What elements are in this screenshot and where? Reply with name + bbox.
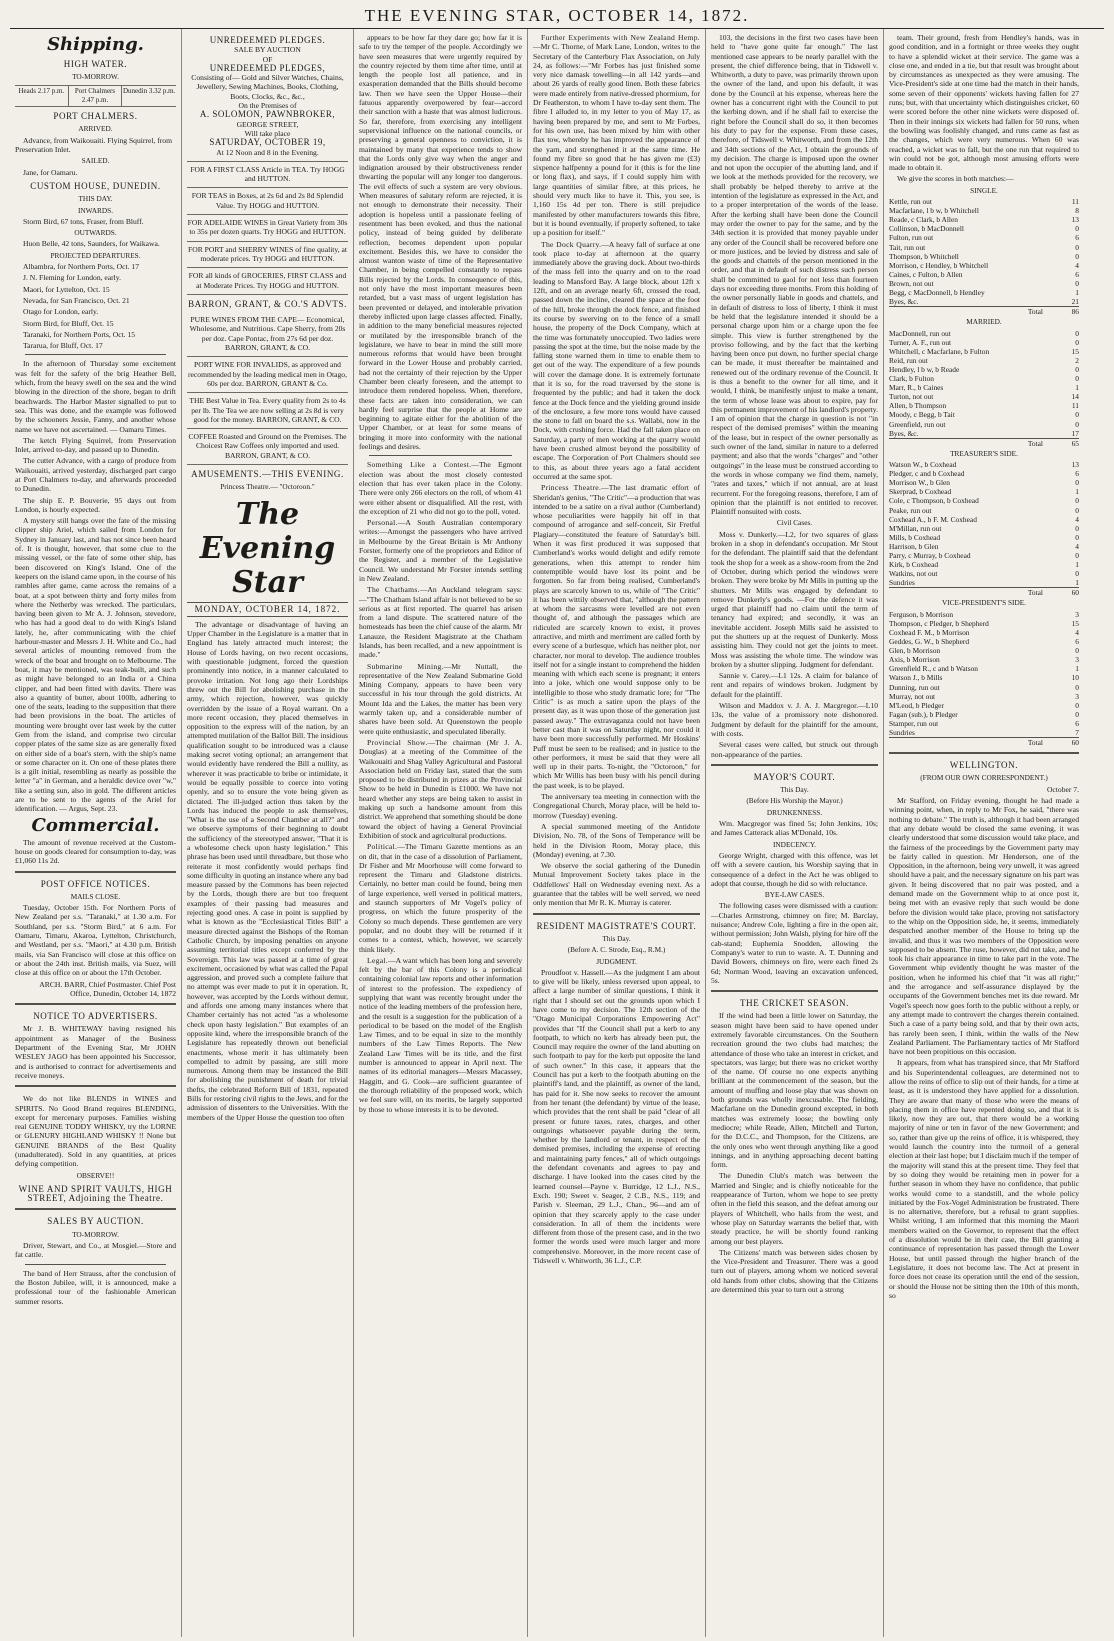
news-item-lead: The Chathams. xyxy=(367,585,420,595)
runs: 6 xyxy=(1075,233,1079,243)
batsman: Kirk, b Coxhead xyxy=(889,560,939,570)
batsman: Geddes, G. W., b Shepherd xyxy=(889,637,970,647)
hogg-hutton-advert: FOR ADELAIDE WINES in Great Variety from 30s to 35s per dozen quarts. Try HOGG and HUTTON. xyxy=(187,215,348,242)
batsman: Thompson, c Pledger, b Shepherd xyxy=(889,618,989,628)
rmc-before: (Before A. C. Strode, Esq., R.M.) xyxy=(567,945,666,955)
news-item-lead: Personal. xyxy=(367,518,398,528)
batsman: Reid, run out xyxy=(889,355,928,365)
batsman: Macfarlane, l b w, b Whitchell xyxy=(889,206,979,216)
outwards-text: Huon Belle, 42 tons, Saunders, for Waikawa. xyxy=(23,239,160,249)
wellington-heading: WELLINGTON. xyxy=(949,760,1019,771)
tide-heads: Heads 2.17 p.m. xyxy=(15,86,69,107)
runs: 1 xyxy=(1075,560,1079,570)
runs: 3 xyxy=(1075,655,1079,665)
cricket-heading: THE CRICKET SEASON. xyxy=(740,998,849,1009)
total-runs: 60 xyxy=(1057,587,1079,597)
runs: 0 xyxy=(1075,551,1079,561)
batsman: Morrison, c Hendley, b Whitchell xyxy=(889,260,989,270)
news-item-lead: Further Experiments with New Zealand Hemp. xyxy=(541,33,700,42)
projected-item: Tararua, for Bluff, Oct. 17 xyxy=(23,341,103,351)
runs: 6 xyxy=(1075,718,1079,728)
shipping-paragraph: The ship E. P. Bouverie, 95 days out from London, is hourly expected. xyxy=(15,495,176,514)
projected-item: Storm Bird, for Bluff, Oct. 15 xyxy=(23,318,114,328)
column-3 xyxy=(354,29,528,1637)
mayors-day: This Day. xyxy=(780,785,809,795)
runs: 0 xyxy=(1075,523,1079,533)
runs: 6 xyxy=(1075,469,1079,479)
runs: 6 xyxy=(1075,637,1079,647)
indecency-text: George Wright, charged with this offence, was let off with a severe caution, his Worship saying that in consequence of a defect in the Act he was obliged to adopt that course, though he did so with reluctance. xyxy=(711,850,878,888)
batsman: Watkins, not out xyxy=(889,569,938,579)
hogg-hutton-advert: FOR TEAS in Boxes, at 2s 6d and 2s 8d Splendid Value. Try HOGG and HUTTON. xyxy=(187,188,348,215)
news-item-lead: Provincial Show. xyxy=(367,737,428,747)
news-item: Further Experiments with New Zealand Hemp.—Mr C. Thorne, of Mark Lane, London, writes to the Secretary of the Canterbury Flax Association, on July 24, as follows:—"Mr Forbes has just finished some very nice damask towelling—in all 142 yards—and about 26 yards of really good linen. Both these fabrics were made entirely from native-dressed phormium, for Dr Featherston, to whom I have to-day sent them. The fibre I alluded to, in my letter to you of May 17, as having been prepared by me, and sent to Mr Forbes, for his own use, has been mixed by him with other flax tow, whereby he has improved the appearance of the yarn, and strengthened it at the same time. He found my fibre so good that he has given me (£3) sixpence halfpenny a pound for it (this is for the line or long flax), and says, if I could supply him with large quantities of similar fibre, at this prices, he should very much like to have it. This, you see, is 1,160 15s 4d per ton. There is still prejudice manifested by other manufacturers towards this fibre, but it is bound eventually, if properly softened, to take up a position for itself." xyxy=(533,33,700,238)
batsman: Marr, R., b Caines xyxy=(889,383,944,393)
news-item-text: The Egmont election was about the most closely contested election that has ever taken place in the Colony. There were only 266 electors on the roll, of whom 41 were either absent or disqualified. All the rest, with the exception of 21 who did not go to the poll, voted. xyxy=(359,460,522,516)
double-rule xyxy=(15,1085,176,1089)
runs: 0 xyxy=(1075,374,1079,384)
wellington-paragraph: Mr Stafford, on Friday evening, thought he had made a winning point, when, in reply to Mr Fox, he said, "there was nothing to debate." The truth is, although it had been arranged that any debate would be closed the same evening, it was clearly understood that some discussion would take place, and the fairness of the proceedings by the Government party may be fairly called in question. Mr Henderson, one of the Opposition, in the afternoon, being very unwell, it was agreed should have a pair, and the necessary signature on his part was given. It being discovered that no pair was posted, and a demand made on the Government whip to at once post it, being met with an evasive reply that such would be done before the division would take place, proving not satisfactory to the whip on the Opposition side, he, it seems, immediately despatched another member of the House to bring up the invalid, and thus it was two members of the Opposition were supposed to be absent. The ruse, however, did not take, and he took his chair appearance in time to take part in the vote. The Government whip evidently thought he was master of the position, when he informed his chief that "it was all right;" and the arrogance and self-assurance displayed by the occupants of the Government benches met its due reward. Mr Vogel's speech now goes forth to the public without a reply, or any attempt made to controvert the charges therein contained. Such a case of a party being sold, and that by their own acts, has rarely been seen, I think, within the walls of the New Zealand Parliament. The Parliamentary tactics of Mr Stafford have not been propitious on this occasion. xyxy=(889,796,1079,1057)
judgment-text: Proudfoot v. Hassell.—As the judgment I am about to give will be likely, unless reversed upon appeal, to affect a large number of similar questions, I think it right that I should set out the grounds upon which I have come to my decision. The 12th section of the "Otago Municipal Corporations Empowering Act" provides that "If the Council shall put a kerb to any footpath, to which no kerb has already been put, the Council may require the owner of the land abutting on such footpath to pay for the kerb put opposite the land of such owner." In this case, it appears that the Council has put a kerb to the footpath abutting on the plaintiff's land, and the plaintiff, as owner of the land, has paid for it. She now seeks to recover the amount from her tenant (the defendant) by virtue of the lease, which provides that the rent shall be paid "clear of all present or future taxes, rates, charges, and other outgoings whatsoever payable during the term, whether by the landlord or tenant, in respect of the demised premises, including the expense of erecting and maintaining party fences," all of which outgoings the defendant covenants and agrees to pay and discharge. I have looked into the cases cited by the learned counsel—Payne v. Burridge, 12 L.J., N.S., Exch. 190; Sweet v. Seager, 2 C.B., N.S., 119; and Parish v. Sleeman, 29 L.J., Chan., 96—and am of opinion that they scarcely apply to the case under consideration. In all of them the incidents were different from those of the present case, and in the two former the words used were much larger and more comprehensive. Moreover, in the more recent case of Tidswell v. Whitworth, 36 L.J., C.P. xyxy=(533,967,700,1265)
wine-vaults-heading: WINE AND SPIRIT VAULTS, HIGH STREET, Adjoining the Theatre. xyxy=(18,1183,173,1204)
total-runs: 60 xyxy=(1057,737,1079,747)
will-take-place: Will take place xyxy=(244,128,291,138)
evening-star-logo: The Evening Star xyxy=(199,496,336,600)
runs: 0 xyxy=(1075,646,1079,656)
blends-advert: We do not like BLENDS in WINES and SPIRITS. No Good Brand requires BLENDING, except for mercenary purposes. Families wishing real GENUINE TODDY WHISKY, try the LORNE or GLENURY HIGHLAND WHISKY !! None but GENUINE BRANDS of the Best Quality (unadulterated). Sold in any quantities, at prices defying competition. xyxy=(15,1094,176,1169)
cricket-paragraph: The Citizens' match was between sides chosen by the Vice-President and Treasurer. There was a good turn out of players, among whom we noticed several old hands from other clubs, showing that the Citizens are determined this year to turn out a strong xyxy=(711,1247,878,1294)
batsman: Allen, b Thompson xyxy=(889,401,947,411)
news-item-text: Mr C. Thorne, of Mark Lane, London, writes to the Secretary of the Canterbury Flax Association, on July 24, as follows:—"Mr Forbes has just finished some very nice damask towelling—in all 142 yards—and about 26 yards of really good linen. Both these fabrics were made entirely from native-dressed phormium, for Dr Featherston, to whom I have to-day sent them. The fibre I alluded to, in my letter to you of May 17, as having been prepared by me, and sent to Mr Forbes, for his own use, has been mixed by him with other flax tow, whereby he has improved the appearance of the yarn, and strengthened it at the same time. He found my fibre so good that he has given me (£3) sixpence halfpenny a pound for it (this is for the line or long flax), and says, if I could supply him with large quantities of similar fibre, at this prices, he should very much like to have it. This, you see, is 1,160 15s 4d per ton. There is still prejudice manifested by other manufacturers towards this fibre, but it is bound eventually, if properly softened, to take up a position for itself." xyxy=(533,42,700,238)
batsman: Brown, not out xyxy=(889,278,934,288)
tide-dunedin: Dunedin 3.32 p.m. xyxy=(123,86,176,95)
tomorrow-label: TO-MORROW. xyxy=(72,72,119,82)
sales-auction-heading: SALES BY AUCTION. xyxy=(47,1216,144,1227)
news-item-text: A want which has been long and severely felt by the bar of this Colony is a periodical containing colonial law reports and other information of interest to the profession. The expediency of supplying that want was recently brought under the notice of the leading members of the profession here, and the result is a suggestion for the publication of a periodical to be based on the model of the English Law Times, and to be equal in size to the monthly numbers of the Law Times Reports. The New Zealand Law Times will be its title, and the first number is announced to appear in April next. The names of its editorial managers—Messrs Macassey, Haggitt, and G. Cook—are sufficient guarantee of the thorough reliability of the proposed work, which we feel sure will, on its merits, be largely supported by those to whose interests it is to be devoted. xyxy=(359,955,522,1114)
barron-advert: PORT WINE FOR INVALIDS, as approved and recommended by the leading medical men in Otago, 60s per doz. BARRON, GRANT & Co. xyxy=(187,357,348,393)
batsman: Thompson, b Whitchell xyxy=(889,251,959,261)
runs: 4 xyxy=(1075,541,1079,551)
runs: 0 xyxy=(1075,410,1079,420)
batsman: Collinson, b MacDonnell xyxy=(889,224,964,234)
news-item-text: A special summoned meeting of the Antidote Division, No. 78, of the Sons of Temperance will be held in the Division Room, Moray place, this (Monday) evening, at 7.30. xyxy=(533,821,700,859)
leader-article-continued: appears to be how far they dare go; how far it is safe to try the temper of the people. Accordingly we have seen measures that were urgently required by the country rejected by them time after time, until at length the people lost all patience, and in exasperation demanded that the Bills should become law. Then we have seen the Upper House—their fatuous apparently overpowered by fear—accord their sanction with a haste that was almost ludicrous. So far, therefore, from exercising any intelligent supervisional influence on the national councils, or preserving a general openness to conviction, it is maintained by many that experience tends to show that the Lords only give way when the anger and indignation aroused by their obstructiveness render thwarting the popular will any longer too dangerous. The evil effects of such a system are very obvious. When measures of salutary reform are rejected, it is not enough to demonstrate their necessity. Their adoption is hopeless until a passionate feeling of resentment has been evoked, and thus the national policy, instead of being guided by deliberate reflection, becomes dependent upon popular excitement. Besides this, we have to consider the almost wanton waste of time of the Representative Chamber, in being compelled constantly to repass Bills rejected by the Lords. In consequence of this, not only have the most important measures been retarded, but a vast mass of urgent legislation has been prevented or delayed, and intolerable privation thereby inflicted upon large classes affected. Finally, in addition to the many beneficial measures rejected or mutilated by the irresponsible branch of the legislature, we have to bear in mind the still more numerous reforms that would have been brought forward in the Lower House and probably carried, had not the certainty of their rejection by the Upper Chamber been clearly foreseen, and the attempt to introduce them rendered hopeless. When, therefore, these facts are taken into consideration, we can hardly feel surprise that the people at Home are beginning to agitate either for the abolition of the Upper Chamber, or at least for some means of bringing it more into conformity with the national feelings and desires. xyxy=(359,33,522,452)
sales-text: Driver, Stewart, and Co., at Mosgiel.—Store and fat cattle. xyxy=(15,1241,176,1260)
runs: 13 xyxy=(1071,460,1079,470)
runs: 1 xyxy=(1075,664,1079,674)
runs: 0 xyxy=(1075,242,1079,252)
runs: 0 xyxy=(1075,251,1079,261)
princess-theatre: Princess Theatre.— "Octoroon." xyxy=(220,482,315,492)
batsman: Dunning, run out xyxy=(889,682,940,692)
column-1 xyxy=(10,29,182,1637)
score-table xyxy=(889,329,1079,448)
news-item: Princess Theatre.—The last dramatic effort of Sheridan's genius, "The Critic"—a production that was intended to be a satire on a rival author (Cumberland) whose peculiarities were happily hit off in that compound of arrogance and self-conceit, Sir Fretful Plagiary—constituted the feature of Saturday's bill. When it was first produced it was supposed that Cumberland's works would delight and edify remote generations, when this attempt to render him contemptible would have lost its point and be forgotten. So far from being realised, Cumberland's plays are scarcely known to us, while of "The Critic" it has been wittily observed that, "although the pattern at whom the sarcasms were levelled are not even thought of, and although the passages which are ridiculed are scarcely known to exist, it proves attractive, and mirth and merriment are called forth by every scene of a burlesque, which has neither plot, nor character, nor moral to develop. The audience troubles itself not for a single instant to comprehend the hidden meaning with which each scene is pregnant; it enters into a joke, which one would suppose only to be intelligible to those who study dramatic lore; for "The Critic" is as much a satire upon the plays of the present day, as it was upon those of the generation just passed away." The extravaganza could not have been better cast than it was on Saturday night, nor could it have been more successfully performed. Mr Hoskins' Puff must be seen to be realised; and in justice to the other performers, it must be said that they were all well up in their parts. To-night, the "Octoroon," for which Mr Willis has been busy with his pencil during the past week, is to be played. xyxy=(533,483,700,790)
hogg-hutton-advert: FOR A FIRST CLASS Article in TEA. Try HOGG and HUTTON. xyxy=(187,162,348,189)
batsman: Turton, not out xyxy=(889,392,934,402)
premises-text: On the Premises of xyxy=(238,101,297,111)
batsman: Watson J., b Mills xyxy=(889,673,943,683)
batsman: Greenfield, run out xyxy=(889,419,946,429)
double-rule xyxy=(711,764,878,768)
sale-time: At 12 Noon and 8 in the Evening. xyxy=(216,147,319,157)
civil-case: Moss v. Dunkerly.—L2, for two squares of glass broken in a shop in defendant's occupation. Mr Stout for the defendant. The plaintiff said that the defendant took the shop for a week as a show-room from the 2nd of October, during which period the windows were broken. They were broke by Mr Mills in putting up the shutters. Mr Mills was engaged by defendant to remove Dunkerly's goods. —For the defence it was urged that plaintiff had no claim until the term of tenancy had expired; and secondly, it was an inevitable accident. Joseph Mills said he assisted to put the shutters up at the request of Dunkerly. Moss assisting him. They could not get the joints to meet. Moss was assisting the whole time. The window was broken by a shutter slipping. Judgment for defendant. xyxy=(711,529,878,669)
notice-advertisers-text: Mr J. B. WHITEWAY having resigned his appointment as Manager of the Business Department of the Evening Star, Mr JOHN WESLEY JAGO has been appointed his Successor, and is authorised to contract for advertisements and receive moneys. xyxy=(15,1024,176,1080)
news-item-text: A heavy fall of surface at one took place to-day at afternoon at the quarry immediately above the graving dock. About two-thirds of the mass fell into the quarry and on to the road leading to Mansford Bay. A large block, about 12ft x 12ft, and on an average nearly 6ft, crossed the road, passed down the incline, cleared the space at the foot of the hill, broke through the dock fence, and finished its course by swerving on to the fence of a small house, the property of the Dock Company, which at the time was fortunately unoccupied. Two ladies were passing the spot at the time, but the noise made by the falling stone warned them in time to enable them to get out of the way. The expenditure of a few pounds will cover the damage done. It is extremely fortunate that it is so, for the road traversed by the stone is frequented by the public; and had it taken the dock fence at the Dock fence and the yielding ground inside of the enclosure, a few more tons would have caused the stone to fall on board the s.s. Wallabi, now in the Dock, with crushing force. Had the fall taken place on Saturday, a party of men working at the quarry would have been crushed almost beyond the possibility of escape. The Corporation of Port Chalmers should see to this, as about three years ago a fatal accident occurred at the same spot. xyxy=(533,239,700,481)
score-heading: SINGLE. xyxy=(970,185,998,195)
runs: 8 xyxy=(1075,206,1079,216)
shipping-paragraph: A mystery still hangs over the fate of the missing clipper ship Ariel, which sailed from London for Sydney in January last, and has not since been heard of. It is thought, however, that some clue to the missing vessel, or the fate of some other ship, has been discovered on King's Island. One of the keepers on the island came upon, in the course of his rambles after game, came across the remains of a boat, at a spot between thirty and forty miles from where the Netherby was wrecked. The particulars, having been given to Mr A. J. Johnson, stevedore, who has had a good deal to do with King's Island lately, he, after communicating with the chief harbour-master and Messrs J. H. White and Co., had several articles of mounting removed from the wreck of the boat and brought on to Melbourne. The boat, it may be mentioned, was teak-built, and such as might have belonged to an India or a China clipper, and had been fitted with davits. There was also a quantity of butter, about 100lb, adhering to one of the seats, leading to the supposition that there had been provisions in the boat. The articles of mounting were brought over last week by the cutter Gem from the island, and comprise two circular copper plates of the same size as are generally fixed on either side of a boat's stern, with the ship's name or some character on it. On one of these plates there is a gilt initial, resembling as nearly as possible the letter "a" in German, and a heraldic device over "w," like a setting sun, also in gold. The different articles are to be sent to the agents of the Ariel for identification. — Argus, Sept. 23. xyxy=(15,516,176,814)
hogg-hutton-advert: FOR PORT and SHERRY WINES of fine quality, at moderate prices. Try HOGG and HUTTON. xyxy=(187,242,348,269)
news-item-lead: Princess Theatre. xyxy=(541,483,602,493)
barron-advert: PURE WINES FROM THE CAPE— Economical, Wholesome, and Nutritious. Cape Sherry, from 20s per doz. Cape Pontac, from 27s 6d per doz. BARRON, GRANT, & CO. xyxy=(187,312,348,357)
mayors-court-heading: MAYOR'S COURT. xyxy=(753,771,836,782)
runs: 21 xyxy=(1071,297,1079,307)
high-water-heading: HIGH WATER. xyxy=(63,59,128,69)
double-rule xyxy=(711,990,878,994)
batsman: Glen, b Morrison xyxy=(889,646,941,656)
inwards-text: Storm Bird, 67 tons, Fraser, from Bluff. xyxy=(23,216,144,226)
total-runs: 86 xyxy=(1057,306,1079,316)
civil-case: Wilson and Maddox v. J. A. J. Macgregor.—L10 13s, the value of a promissory note dishonored. Judgment by default for the plaintiff for the amount, with costs. xyxy=(711,701,878,738)
runs: 1 xyxy=(1075,578,1079,588)
column-2 xyxy=(182,29,354,1637)
batsman: Fulton, run out xyxy=(889,233,934,243)
consisting-text: Consisting of— Gold and Silver Watches, Chains, Jewellery, Sewing Machines, Books, Clothing, Boots, Clocks, &c., &c., xyxy=(191,73,344,101)
runs: 0 xyxy=(1075,364,1079,374)
pledges-advert xyxy=(187,33,348,162)
column-6 xyxy=(884,29,1084,1637)
batsman: Tait, run out xyxy=(889,242,926,252)
batsman: Skerprad, b Coxhead xyxy=(889,487,952,497)
total-label: Total xyxy=(889,306,1057,316)
civil-case: Several cases were called, but struck out through non-appearance of the parties. xyxy=(711,740,878,759)
runs: 0 xyxy=(1075,700,1079,710)
indecency-heading: INDECENCY. xyxy=(772,839,817,849)
barron-heading: BARRON, GRANT, & CO.'S ADVTS. xyxy=(188,298,347,309)
batsman: Sundries xyxy=(889,728,915,737)
batsman: Morrison W., b Glen xyxy=(889,478,950,488)
unredeemed-heading: UNREDEEMED PLEDGES. xyxy=(209,35,326,45)
batsman: M'Millan, run out xyxy=(889,523,942,533)
runs: 4 xyxy=(1075,260,1079,270)
scores-intro: We give the scores in both matches:— xyxy=(897,174,1014,184)
projected-item: Maori, for Lyttelton, Oct. 15 xyxy=(23,284,110,294)
news-item: The Chathams.—An Auckland telegram says:—"The Chatham Island affair is not believed to be so serious as at first reported. The quarrel has arisen from a land dispute. The scattered nature of the homesteads has been the chief cause of the alarm. Mr Lanauze, the Resident Magistrate at the Chatham Islands, has been recalled, and a new appointment is made." xyxy=(359,585,522,660)
civil-case: Sannie v. Carey.—L1 12s. A claim for balance of rent and repairs of windows broken. Judgment by default for the plaintiff. xyxy=(711,671,878,699)
runs: 0 xyxy=(1075,496,1079,506)
news-item: Legal.—A want which has been long and severely felt by the bar of this Colony is a periodical containing colonial law reports and other information of interest to the profession. The expediency of supplying that want was recently brought under the notice of the leading members of the profession here, and the result is a suggestion for the publication of a periodical to be based on the model of the English Law Times, and to be equal in size to the monthly numbers of the Law Times Reports. The New Zealand Law Times will be its title, and the first number is announced to appear in April next. The names of its editorial managers—Messrs Macassey, Haggitt, and G. Cook—are sufficient guarantee of the thorough reliability of the proposed work, which we feel sure will, on its merits, be largely supported by those to whose interests it is to be devoted. xyxy=(359,955,522,1114)
shipping-paragraph: The cutter Advance, with a cargo of produce from Waikouaiti, arrived yesterday, discharged part cargo at Port Chalmers to-day, and afterwards proceeded to Dunedin. xyxy=(15,456,176,494)
herr-strauss-paragraph: The band of Herr Strauss, after the conclusion of the Boston Jubilee, will, it is announced, make a professional tour of the fashionable American summer resorts. xyxy=(15,1268,176,1306)
tide-table xyxy=(15,85,176,108)
this-day-label: THIS DAY. xyxy=(78,194,113,204)
news-item xyxy=(533,822,700,859)
judgment-text-continued: 103, the decisions in the first two cases have been held to "have gone quite far enough." The last mentioned case appears to be nearly parallel with the present, the chief difference being, that in Tidswell v. Whitworth, a duty to pave, was primarily thrown upon the owner of the land, and upon his default, it was done by the Council at his expense, whereas here the owner has a concurrent right with the Council to put the kerbing down, and if he shall fail to exercise the right before the Council shall do so, it then becomes his duty to pay for the expense. From these cases, therefore, of Tidswell v. Whitworth, and from the 12th and 34th sections of the Act, I obtain the grounds of my decision. The charge is imposed upon the owner and not upon the occupier of the abutting land, and if we look at the methods provided for the recovery, we shall probably be helped thereby to arrive at the intention of the legislature as expressed in the Act, and to a proper interpretation of the words of the lease. After the kerbing shall have been done the Council may order the owner to pay for the same, and by the 34th section it is provided that money payable under any order of the Council shall be recovered before one or more justices, and be levied by distress and sale of the goods and chattels of the person mentioned in the order, and that in default of such distress such person shall be committed to gaol for not less than fourteen days nor exceeding three months. From this holding of the owner personally liable in goods and chattels, and in default of distress to loss of liberty, I think it must be held that the legislature intended it should be a personal charge upon him or a charge upon the fee simple. This view is further strengthened by the proviso following, and by the fact that the kerbing having been once put down, no further special charge can be made, it must thereafter be maintained and renewed out of the ordinary revenue of the Council. It is thus a benefit to the owner for all time, and it would, I think, be manifestly unjust to make a tenant, the term of whose lease was about to expire, pay for this permanent improvement of his landlord's property. I am of opinion that the charge in question is not "in respect of the demised premises" within the meaning of the lease, but in respect of the owner personally as such owner of the land, similar in nature to a deferred payment; and also that the words "charges" and "other outgoings" in the lease must be construed according to the words in whose company we find them, namely, "rates and taxes," which if not annual, are at least recurrent. For the foregoing reasons, therefore, I am of opinion that the plaintiff is not entitled to recover. Plaintiff nonsuited with costs. xyxy=(711,33,878,517)
batsman: Axis, b Morrison xyxy=(889,655,940,665)
news-item-text: The Timaru Gazette mentions as an on dit, that in the case of a dissolution of Parliament, Dr Fisher and Mr Moorhouse will come forward to represent the Timaru and Gladstone districts. Certainly, no better man could be found, being men of large experience, well versed in political matters, and staunch supporters of Mr Vogel's policy of progress, on which the future prosperity of the Colony so much depends. These gentlemen are very popular, and no doubt they will be returned if it comes to a contest, which, however, we scarcely think likely. xyxy=(359,842,522,954)
score-table xyxy=(889,197,1079,316)
runs: 4 xyxy=(1075,514,1079,524)
batsman: Moody, c Begg, b Tait xyxy=(889,410,955,420)
port-chalmers-heading: PORT CHALMERS. xyxy=(53,111,138,122)
runs: 15 xyxy=(1071,618,1079,628)
news-item-text: The last dramatic effort of Sheridan's genius, "The Critic"—a production that was intended to be a satire on a rival author (Cumberland) whose peculiarities were happily hit off in that compound of arrogance and self-conceit, Sir Fretful Plagiary—constituted the feature of Saturday's bill. When it was first produced it was supposed that Cumberland's works would delight and edify remote generations, when this attempt to render him contemptible would have lost its point and be forgotten. So far from being realised, Cumberland's plays are scarcely known to us, while of "The Critic" it has been wittily observed that, "although the pattern at whom the sarcasms were levelled are not even thought of, and although the passages which are ridiculed are scarcely known to exist, it proves attractive, and mirth and merriment are called forth by every scene of a burlesque, which has neither plot, nor character, nor moral to develop. The audience troubles itself not for a single instant to comprehend the hidden meaning with which each scene is pregnant; it enters into a joke, which one would suppose only to be intelligible to those who study dramatic lore; for "The Critic" is as much a satire upon the plays of the present day, as it was upon those of the generation just passed away." The extravaganza could not have been better cast than it was on Saturday night, nor could it have been more successfully performed. Mr Hoskins' Puff must be seen to be realised; and in justice to the other performers, it must be said that they were all well up in their parts. To-night, the "Octoroon," for which Mr Willis has been busy with his pencil during the past week, is to be played. xyxy=(533,483,700,790)
double-rule xyxy=(15,871,176,875)
news-item-lead: Submarine Mining. xyxy=(367,661,444,671)
batsman: Kettle, run out xyxy=(889,197,932,207)
batsman: Caines, c Fulton, b Allen xyxy=(889,269,963,279)
batsman: Parry, c Murray, b Coxhead xyxy=(889,551,971,561)
customs-heading: CUSTOM HOUSE, DUNEDIN. xyxy=(30,180,161,191)
judgment-heading: JUDGMENT. xyxy=(596,956,637,966)
own-correspondent: (FROM OUR OWN CORRESPONDENT.) xyxy=(920,773,1048,783)
runs: 0 xyxy=(1075,278,1079,288)
news-item-lead: Political. xyxy=(367,842,398,852)
news-item-text: The anniversary tea meeting in connection with the Congregational Church, Moray place, will be held to-morrow (Tuesday) evening. xyxy=(533,792,700,820)
total-label: Total xyxy=(889,737,1057,747)
inwards-heading: INWARDS. xyxy=(77,205,114,215)
batsman: Sundries xyxy=(889,578,915,588)
batsman: Mills, b Coxhead xyxy=(889,532,941,542)
cricket-paragraph: The Dunedin Club's match was between the Married and Single; and is chiefly noticeable for the reappearance of Turton, whom we hope to see pretty often in the field this season, and the defeat among our players of Whitchell, who hails from the west, and whose play on Saturday warrants the belief that, with steady practice, he will be shortly found ranking among our best players. xyxy=(711,1171,878,1246)
news-item: The Dock Quarry.—A heavy fall of surface at one took place to-day at afternoon at the quarry immediately above the graving dock. About two-thirds of the mass fell into the quarry and on to the road leading to Mansford Bay. A large block, about 12ft x 12ft, and on an average nearly 6ft, crossed the road, passed down the incline, cleared the space at the foot of the hill, broke through the dock fence, and finished its course by swerving on to the fence of a small house, the property of the Dock Company, which at the time was fortunately unoccupied. Two ladies were passing the spot at the time, but the noise made by the falling stone warned them in time to enable them to get out of the way. The expenditure of a few pounds will cover the damage done. It is extremely fortunate that it is so, for the road traversed by the stone is frequented by the public; and had it taken the dock fence at the Dock fence and the yielding ground inside of the enclosure, a few more tons would have caused the stone to fall on board the s.s. Wallabi, now in the Dock, with crushing force. Had the fall taken place on Saturday, a party of men working at the quarry would have been crushed almost beyond the possibility of escape. The Corporation of Port Chalmers should see to this, as about three years ago a fatal accident occurred at the same spot. xyxy=(533,239,700,481)
drunkenness-text: Wm. Macgregor was fined 5s; John Jenkins, 10s; and James Catterack alias M'Donald, 10s. xyxy=(711,819,878,838)
runs: 0 xyxy=(1075,709,1079,719)
news-item xyxy=(533,861,700,907)
commercial-text: The amount of revenue received at the Custom-house on goods cleared for consumption to-day, was £1,060 11s 2d. xyxy=(15,837,176,866)
news-item-lead: Something Like a Contest. xyxy=(367,460,472,470)
total-label: Total xyxy=(889,438,1057,448)
batsman: Coxhead F. M., b Morrison xyxy=(889,627,970,637)
batsman: Watson W., b Coxhead xyxy=(889,460,957,470)
news-item: Submarine Mining.—Mr Nuttall, the representative of the New Zealand Submarine Gold Mining Company, appears to have been very successful in his tour through the gold districts. At Mount Ida and the Lakes, the matter has been very warmly taken up, and a considerable number of shares have been sold. At Queenstown the people were quite enthusiastic, and speculated liberally. xyxy=(359,661,522,736)
projected-heading: PROJECTED DEPARTURES. xyxy=(50,250,141,260)
divider xyxy=(25,1264,166,1265)
observe-label: OBSERVE!! xyxy=(76,1170,115,1180)
news-item-text: A South Australian contemporary writes:—Amongst the passengers who have arrived in Melbourne by the Great Britain is Mr Anthony Forster, formerly one of the proprietors and Editor of the Register, and a member of the Legislative Council. We understand Mr Forster intends settling in New Zealand. xyxy=(359,518,522,583)
projected-item: Nevada, for San Francisco, Oct. 21 xyxy=(23,295,130,305)
news-item-text: The chairman (Mr J. A. Douglas) at a meeting of the Committee of the Waikouaiti and Shag Valley Agricultural and Pastoral Association held on Friday last, stated that the sum proposed to be distributed in prizes at the Provincial Show to be held in Dunedin is £1000. We have not heard whether any steps are being taken to assist in making up such a handsome amount from this district. We apprehend that something should be done toward the object of having a General Provincial Exhibition of stock and agricultural productions. xyxy=(359,737,523,840)
runs: 13 xyxy=(1071,215,1079,225)
batsman: Pledger, c and b Coxhead xyxy=(889,469,965,479)
hogg-hutton-advert: FOR all kinds of GROCERIES, FIRST CLASS and at Moderate Prices. Try HOGG and HUTTON. xyxy=(187,268,348,295)
postmaster-signature: ARCH. BARR, Chief Postmaster. Chief Post Office, Dunedin, October 14, 1872 xyxy=(39,979,176,998)
score-heading: VICE-PRESIDENT'S SIDE. xyxy=(941,598,1026,608)
runs: 0 xyxy=(1075,532,1079,542)
commercial-title: Commercial. xyxy=(31,814,160,836)
batsman: Byes, &c. xyxy=(889,297,919,307)
batsman: M'Leod, b Pledger xyxy=(889,700,944,710)
runs: 1 xyxy=(1075,383,1079,393)
score-heading: TREASURER'S SIDE. xyxy=(950,448,1018,458)
runs: 0 xyxy=(1075,505,1079,515)
arrived-text: Advance, from Waikouaiti. Flying Squirrel, from Preservation Inlet. xyxy=(15,135,172,155)
sailed-text: Jane, for Oamaru. xyxy=(23,167,78,177)
double-rule xyxy=(889,752,1079,756)
runs: 4 xyxy=(1075,627,1079,637)
mayors-before: (Before His Worship the Mayor.) xyxy=(746,796,843,806)
dateline: MONDAY, OCTOBER 14, 1872. xyxy=(187,602,348,617)
runs: 3 xyxy=(1075,691,1079,701)
shipping-paragraph: In the afternoon of Thursday some excitement was felt for the safety of the brig Heather Bell, which, from the heavy swell on the sea and the wind blowing in the direction of the shore, began to drift beachwards. The Harbor Master signalled to put to sea. This was done, and the example was followed by the schooners Jessie, Fanny, and another whose name we have not ascertained. — Oamaru Times. xyxy=(15,359,176,434)
batsman: Clark, b Fulton xyxy=(889,374,934,384)
runs: 10 xyxy=(1071,673,1079,683)
rmc-heading: RESIDENT MAGISTRATE'S COURT. xyxy=(536,920,697,931)
batsman: MacDonnell, run out xyxy=(889,328,951,338)
batsman: Cole, c Thompson, b Coxhead xyxy=(889,496,979,506)
tide-port-chalmers: Port Chalmers 2.47 p.m. xyxy=(69,86,123,107)
news-item xyxy=(533,792,700,820)
score-table xyxy=(889,610,1079,747)
column-5 xyxy=(706,29,884,1637)
columns xyxy=(10,29,1104,1637)
divider xyxy=(369,455,512,456)
unredeemed-heading-2: UNREDEEMED PLEDGES, xyxy=(209,62,326,73)
batsman: Stamper, run out xyxy=(889,718,939,728)
sales-tomorrow-label: TO-MORROW. xyxy=(72,1229,119,1239)
civil-cases-heading: Civil Cases. xyxy=(776,518,813,528)
runs: 0 xyxy=(1075,682,1079,692)
drunkenness-heading: DRUNKENNESS. xyxy=(766,807,823,817)
runs: 0 xyxy=(1075,337,1079,347)
runs: 17 xyxy=(1071,428,1079,438)
runs: 11 xyxy=(1071,197,1079,207)
post-office-text: Tuesday, October 15th. For Northern Ports of New Zealand per s.s. "Taranaki," at 1.30 a.m. For Southland, per s.s. "Storm Bird," at 6 a.m. For Oamaru, Timaru, Akaroa, Lyttelton, Christchurch, and Westland, per s.s. "Maori," at 4.30 p.m. British mails, via San Francisco will close at this office on or about the 24th inst. British mails, via Suez, will close at this office on or about the 17th October. xyxy=(15,903,176,978)
sailed-heading: SAILED. xyxy=(81,156,110,166)
news-item-text: An Auckland telegram says:—"The Chatham Island affair is not believed to be so serious as at first reported. The quarrel has arisen from a land dispute. The scattered nature of the homesteads has been the chief cause of the alarm. Mr Lanauze, the Resident Magistrate at the Chatham Islands, has been recalled, and a new appointment is made." xyxy=(359,585,522,660)
cricket-paragraph-continued: team. Their ground, fresh from Hendley's hands, was in good condition, and in a fortnight or three weeks they ought to have a splendid wicket at their service. The game was a close one, and ended in a tie, but that result was brought about by circumstances as unexpected as they were amusing. The Vice-President's side at one time had the match in their hands, some seven of their opponents' wickets having fallen for 27 runs; but, with that uncertainty which distinguishes cricket, 60 were scored before the other nine wickets were disposed of. Then in their innings six wickets had fallen for 50 runs, when the bowling was foolishly changed, and runs came as fast as the changes, which were very numerous. When 60 was reached, a wicket was to fall, but the one run that required to win could not be got, although most amusing efforts were made to obtain it. xyxy=(889,33,1079,173)
george-street: GEORGE STREET, xyxy=(236,119,299,129)
news-items xyxy=(533,33,700,908)
post-office-heading: POST OFFICE NOTICES. xyxy=(40,878,151,889)
score-table xyxy=(889,460,1079,597)
cricket-paragraph: If the wind had been a little lower on Saturday, the season might have been said to have opened under extremely favorable circumstances. On the Southern recreation ground the two clubs had matches; the attendance of those who take an interest in cricket, and spectators, was large; but there was no cricket worthy of the name. Of course no one expects anything brilliant at the commencement of the season, but the amount of muffing and loose play that was shown on both grounds was wholly inexcusable. The fielding, Macfarlane on the Dunedin ground excepted, in both matches was extremely loose; the bowling only mediocre; while Reade, Allen, Mitchell and Turton, for the D.C.C., and Thompson, for the Citizens, are the only ones who went through anything like a good innings, and in anything approaching decent batting form. xyxy=(711,1011,878,1170)
sale-date: SATURDAY, OCTOBER 19, xyxy=(209,137,326,148)
arrived-heading: ARRIVED. xyxy=(78,124,113,134)
barron-advert: THE Best Value in Tea. Every quality from 2s to 4s per lb. The Tea we are now selling at 2s 8d is very good for the money. BARRON, GRANT, & CO. xyxy=(187,393,348,429)
rmc-day: This Day. xyxy=(602,933,631,943)
news-item-text: Mr Nuttall, the representative of the New Zealand Submarine Gold Mining Company, appears to have been very successful in his tour through the gold districts. At Mount Ida and the Lakes, the matter has been very warmly taken up, and a considerable number of shares have been sold. At Queenstown the people were quite enthusiastic, and speculated liberally. xyxy=(359,661,522,736)
batsman: Hendley, l b w, b Reade xyxy=(889,364,960,374)
news-item-lead: The Dock Quarry. xyxy=(541,239,602,249)
runs: 15 xyxy=(1071,346,1079,356)
batsman: Harrison, b Glen xyxy=(889,541,939,551)
wellington-paragraph: It appears, from what has transpired since, that Mr Stafford and his Superintendental colleagues, are determined not to allow the reins of office to slip out of their hands, for a time at least, as it is understood they have applied for a dissolution. They are aware that many of those who were the means of placing them in office have repented doing so, and that it is likely, now they are out, that there would be a working majority of nine or ten in favor of the new Government; and so, rather than give up the reins of office, it is whispered, they would launch the country into the turmoil of a general election at their last hope; but I disclaim much if the temper of the majority will stand this at the present time. They feel that by so doing they would be retaining men in power for a further season in whom they have no confidence, that public works would come to a standstill, and the whole policy initiated by the Fox-Vogel Administration be frustrated. There is no alternative, therefore, but a refusal to grant supplies. Whilst writing, I am informed that this morning the Maori members waited on the Governor, to represent that the effect of a dissolution would be in their case, the Bill granting a continuance of representation has passed through the Lower House, but until passed through the higher branch of the Legislature, it does not become law. The Act at present in force does not cease its operation until the end of the session, or should the House not be sitting then the 10th of this month, so xyxy=(889,1058,1079,1300)
batsman: Reade, c Clark, b Allen xyxy=(889,215,958,225)
news-item: Something Like a Contest.—The Egmont election was about the most closely contested election that has ever taken place in the Colony. There were only 266 electors on the roll, of whom 41 were either absent or disqualified. All the rest, with the exception of 21 who did not go to the poll, voted. xyxy=(359,460,522,516)
batsman: Greenfield R., c and b Watson xyxy=(889,664,978,674)
cricket-scores xyxy=(889,186,1079,747)
batsman: Fagan (sub.), b Pledger xyxy=(889,709,958,719)
news-item: Political.—The Timaru Gazette mentions as an on dit, that in the case of a dissolution of Parliament, Dr Fisher and Mr Moorhouse will come forward to represent the Timaru and Gladstone districts. Certainly, no better man could be found, being men of large experience, well versed in political matters, and staunch supporters of Mr Vogel's policy of progress, on which the future prosperity of the Colony so much depends. These gentlemen are very popular, and no doubt they will be returned if it comes to a contest, which, however, we scarcely think likely. xyxy=(359,842,522,954)
projected-item: J. N. Fleming for London, early. xyxy=(23,273,121,283)
runs: 0 xyxy=(1075,224,1079,234)
mails-close-label: MAILS CLOSE. xyxy=(70,891,121,901)
news-item: Provincial Show.—The chairman (Mr J. A. Douglas) at a meeting of the Committee of the Waikouaiti and Shag Valley Agricultural and Pastoral Association held on Friday last, stated that the sum proposed to be distributed in prizes at the Provincial Show to be held in Dunedin is £1000. We have not heard whether any steps are being taken to assist in making up such a handsome amount from this district. We apprehend that something should be done toward the object of having a General Provincial Exhibition of stock and agricultural productions. xyxy=(359,737,523,840)
news-item-text: We observe the social gathering of the Dunedin Mutual Improvement Society takes place in the Oddfellows' Hall on Wednesday evening next. As a guarantee that the tables will be well served, we need only mention that Mr R. K. Murray is caterer. xyxy=(533,861,700,908)
projected-item: Otago for London, early. xyxy=(23,307,99,317)
projected-item: Taranaki, for Northern Ports, Oct. 15 xyxy=(23,329,136,339)
batsman: Byes, &c. xyxy=(889,428,919,438)
news-item: Personal.—A South Australian contemporary writes:—Amongst the passengers who have arrived in Melbourne by the Great Britain is Mr Anthony Forster, formerly one of the proprietors and Editor of the Register, and a member of the Legislative Council. We understand Mr Forster intends settling in New Zealand. xyxy=(359,518,522,583)
shipping-paragraph: The ketch Flying Squirrel, from Preservation Inlet, arrived to-day, and passed up to Dunedin. xyxy=(15,435,176,455)
wellington-date: October 7. xyxy=(1046,784,1079,794)
runs: 0 xyxy=(1075,478,1079,488)
sale-by-auction: SALE BY AUCTION xyxy=(234,45,301,55)
shipping-title: Shipping. xyxy=(47,34,144,55)
solomon-name: A. SOLOMON, PAWNBROKER, xyxy=(199,109,336,120)
runs: 7 xyxy=(1075,728,1079,737)
batsman: Whitchell, c Macfarlane, b Fulton xyxy=(889,346,990,356)
runs: 0 xyxy=(1075,569,1079,579)
news-item-lead: Legal. xyxy=(367,955,388,965)
projected-item: Albambra, for Northern Ports, Oct. 17 xyxy=(23,262,139,272)
news-items xyxy=(359,460,522,1113)
double-rule xyxy=(15,1208,176,1212)
batsman: Coxhead A., b F. M. Coxhead xyxy=(889,514,977,524)
barron-advert: COFFEE Roasted and Ground on the Premises. The Choicest Raw Coffees only imported and used. BARRON, GRANT, & CO. xyxy=(187,429,348,465)
batsman: Peake, run out xyxy=(889,505,932,515)
runs: 3 xyxy=(1075,609,1079,619)
runs: 11 xyxy=(1071,401,1079,411)
runs: 0 xyxy=(1075,328,1079,338)
double-rule xyxy=(15,1003,176,1007)
runs: 6 xyxy=(1075,269,1079,279)
runs: 2 xyxy=(1075,355,1079,365)
column-4 xyxy=(528,29,706,1637)
batsman: Begg, c MacDonnell, b Hendley xyxy=(889,287,985,297)
bylaw-heading: BYE-LAW CASES. xyxy=(764,890,825,900)
masthead: THE EVENING STAR, OCTOBER 14, 1872. xyxy=(10,4,1104,29)
runs: 0 xyxy=(1075,419,1079,429)
runs: 1 xyxy=(1075,287,1079,297)
total-label: Total xyxy=(889,587,1057,597)
batsman: Turner, A. F., run out xyxy=(889,337,952,347)
double-rule xyxy=(533,913,700,917)
batsman: Ferguson, b Morrison xyxy=(889,609,954,619)
bylaw-text: The following cases were dismissed with a caution:—Charles Armstrong, chimney on fire; M. Barclay, nuisance; Andrew Cole, lighting a fire in the open air, without permission; John Walsh, plying for hire off the cab-stand; Euphemia Snodden, allowing the Company's water to run to waste. A. T. Dunning and David Bowers, chimneys on fire, were each fined 2s 6d; Norman Wood, leaving an excavation unfenced, 5s. xyxy=(711,901,878,985)
notice-advertisers-heading: NOTICE TO ADVERTISERS. xyxy=(33,1011,158,1022)
divider xyxy=(25,354,166,355)
batsman: Murray, not out xyxy=(889,691,936,701)
score-heading: MARRIED. xyxy=(966,317,1002,327)
runs: 14 xyxy=(1071,392,1079,402)
leader-article: The advantage or disadvantage of having an Upper Chamber in the Legislature is a matter that in England has lately attracted much interest; the House of Lords having, on two recent occasions, with questionable judgment, forced the question prominently into notice, in a manner calculated to provoke irritation. Not long ago their Lordships threw out the Bill for abolishing purchase in the army, which rejection, however, was quickly overridden by the issue of a Royal warrant. On a more recent occasion, they placed themselves in opposition to the express will of the nation, by an attempted mutilation of the Ballot Bill. The insidious qualification sought to be introduced was a clause making secret voting optional; an arrangement that would evidently have rendered the Bill a nullity, as wherever it was practicable to bribe or intimidate, it would be equally possible to coerce into voting openly, and so to ensure the vote being given as dictated. The ill-judged action thus taken by the Lords has induced the people to ask themselves, "What is the use of a Second Chamber at all?" and we observe symptoms of their beginning to doubt the sufficiency of the stereotyped answer, "That it is a wholesome check upon hasty legislation." This phrase has been used until threadbare, but those who reiterate it most confidently would perhaps find some difficulty in quoting an instance where any bad measure passed by the Commons has been rejected by the Lords, though there are but too frequent examples of their passing bad measures and rejecting good ones. A case in point is supplied by what is known as the "Ecclesiastical Titles Bill" a measure directed against the Bishops of the Roman Catholic Church, by imposing penalties on anyone assuming territorial titles except conferred by the Sovereign. This law was passed at a time of great excitement, occasioned by what was called the Papal aggression, and proved such a complete failure that no attempt was ever made to put it in operation. It, however, was accepted by the Lords without demur, and affords one among many instances where that Chamber certainly has not acted "as a wholesome check upon hasty legislation." But examples of an opposite kind, where the irresponsible branch of the Legislature has repeatedly thrown out beneficial enactments, whose merit it has ultimately been compelled to admit by passing, are still more numerous. Among them may be instanced the Bill for abolishing the punishment of death for trivial thefts, the celebrated Reform Bill of 1831, repeated Bills for restoring civil rights to the Jews, and for the admission of dissenters to the Universities. With the members of the Upper House the question too often xyxy=(187,619,348,1122)
outwards-heading: OUTWARDS. xyxy=(74,228,117,238)
amusements-heading: AMUSEMENTS.—THIS EVENING. xyxy=(191,468,344,479)
runs: 1 xyxy=(1075,487,1079,497)
of-label: OF xyxy=(262,54,273,64)
total-runs: 65 xyxy=(1057,438,1079,448)
